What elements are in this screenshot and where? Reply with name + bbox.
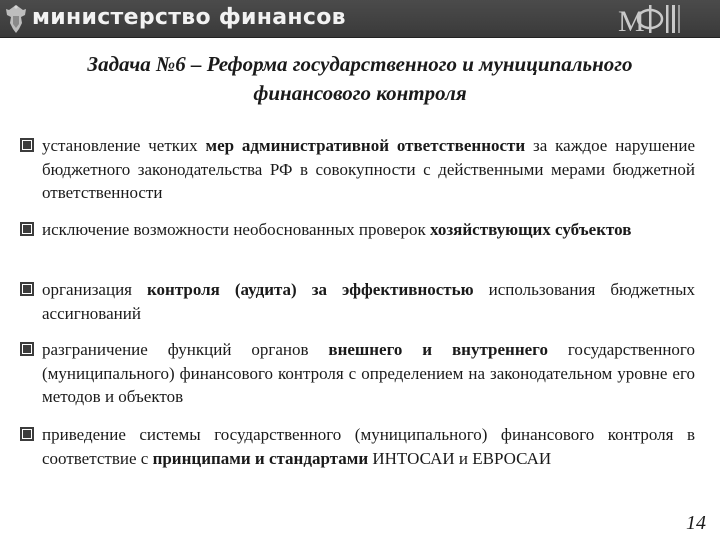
text-emphasis: внешнего и внутреннего bbox=[328, 340, 548, 359]
text-run: разграничение функций органов bbox=[42, 340, 329, 359]
text-emphasis: хозяйствующих субъектов bbox=[430, 220, 632, 239]
text-emphasis: мер административной ответственности bbox=[205, 136, 526, 155]
checkbox-bullet-icon bbox=[20, 222, 34, 236]
text-run: ИНТОСАИ и ЕВРОСАИ bbox=[368, 448, 552, 468]
slide-title-line-1: Задача №6 – Реформа государственного и муниципального bbox=[87, 52, 633, 76]
svg-text:M: M bbox=[618, 5, 643, 36]
ministry-name: министерство финансов bbox=[32, 5, 346, 30]
list-item bbox=[20, 134, 695, 205]
text-run: государственного (муниципального) финансового контроля с определением на законодательном уровне его методов и объектов bbox=[42, 340, 695, 406]
text-run: исключение возможности необоснованных проверок bbox=[42, 220, 430, 239]
text-run: приведение системы государственного (муниципального) финансового контроля в соответствие с bbox=[42, 425, 695, 468]
list-item bbox=[20, 423, 695, 470]
text-run: организация bbox=[42, 280, 147, 299]
slide-title-line-2: финансового контроля bbox=[253, 81, 467, 105]
checkbox-bullet-icon bbox=[20, 342, 34, 356]
list-item bbox=[20, 218, 695, 242]
text-run: за каждое нарушение бюджетного законодательства РФ в совокупности с действенными мерами бюджетной ответственности bbox=[42, 136, 695, 202]
list-item bbox=[20, 278, 695, 325]
checkbox-bullet-icon bbox=[20, 138, 34, 152]
list-item-text bbox=[42, 218, 695, 242]
text-emphasis: контроля (аудита) за эффективностью bbox=[146, 280, 474, 299]
checkbox-bullet-icon bbox=[20, 427, 34, 441]
coat-of-arms-icon bbox=[3, 3, 29, 35]
text-run: использования бюджетных ассигнований bbox=[42, 280, 695, 323]
checkbox-bullet-icon bbox=[20, 282, 34, 296]
text-emphasis: принципами и стандартами bbox=[152, 448, 369, 468]
list-item-text bbox=[42, 423, 695, 470]
slide-title bbox=[30, 50, 690, 108]
list-item bbox=[20, 338, 695, 409]
header-bar bbox=[0, 0, 720, 38]
text-run: установление четких bbox=[42, 136, 206, 155]
list-item-text bbox=[42, 338, 695, 409]
page-number: 14 bbox=[686, 512, 706, 534]
minfin-logo-icon bbox=[616, 2, 708, 36]
list-item-text bbox=[42, 278, 695, 325]
list-item-text bbox=[42, 134, 695, 205]
